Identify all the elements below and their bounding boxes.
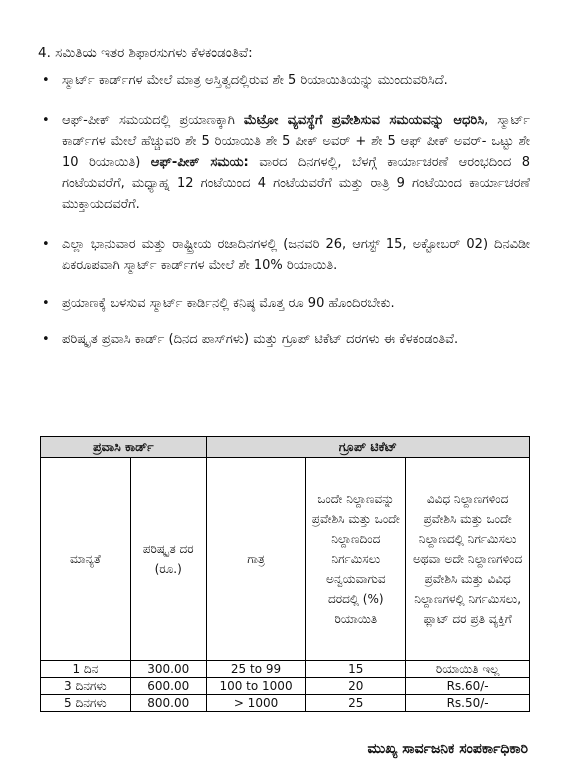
list-item: [40, 70, 530, 91]
cell-validity: 5 ದಿನಗಳು: [41, 695, 131, 712]
table-row: [41, 678, 530, 695]
table-group-header-row: [41, 437, 530, 458]
cell-same-station: 20: [306, 678, 406, 695]
list-item-text: ಪರಿಷ್ಕೃತ ಪ್ರವಾಸಿ ಕಾರ್ಡ್ (ದಿನದ ಪಾಸ್‌ಗಳು) ಮತ್ತು ಗ್ರೂಪ್ ಟಿಕೆಟ್ ದರಗಳು ಈ ಕೆಳಕಂಡಂತಿವೆ.: [62, 332, 459, 347]
bullet-icon: •: [42, 73, 50, 88]
emphasis-text: ಆಫ್-ಪೀಕ್ ಸಮಯ:: [150, 155, 249, 170]
table-row: [41, 661, 530, 678]
bullet-icon: •: [42, 296, 50, 311]
emphasis-text: ಮೆಟ್ರೋ ವ್ಯವಸ್ಥೆಗೆ ಪ್ರವೇಶಿಸುವ ಸಮಯವನ್ನು ಆಧರಿಸಿ: [243, 113, 485, 128]
cell-validity: 1 ದಿನ: [41, 661, 131, 678]
column-header-rate: ಪರಿಷ್ಕೃತ ದರ (ರೂ.): [130, 458, 206, 661]
signatory-title: ಮುಖ್ಯ ಸಾರ್ವಜನಿಕ ಸಂಪರ್ಕಾಧಿಕಾರಿ: [367, 741, 528, 757]
cell-size: 25 to 99: [206, 661, 306, 678]
list-item: [40, 234, 530, 276]
bullet-icon: •: [42, 237, 50, 252]
cell-size: 100 to 1000: [206, 678, 306, 695]
cell-rate: 600.00: [130, 678, 206, 695]
list-item: [40, 110, 530, 215]
column-header-same-station: ಒಂದೇ ನಿಲ್ದಾಣವನ್ನು ಪ್ರವೇಶಿಸಿ ಮತ್ತು ಒಂದೇ ನಿಲ್ದಾಣದಿಂದ ನಿರ್ಗಮಿಸಲು ಅನ್ವಯವಾಗುವ ದರದಲ್ಲಿ (%) ರಿಯಾಯಿತಿ: [306, 458, 406, 661]
cell-rate: 300.00: [130, 661, 206, 678]
column-header-different-station: ವಿವಿಧ ನಿಲ್ದಾಣಗಳಿಂದ ಪ್ರವೇಶಿಸಿ ಮತ್ತು ಒಂದೇ ನಿಲ್ದಾಣದಲ್ಲಿ ನಿರ್ಗಮಿಸಲು ಅಥವಾ ಅದೇ ನಿಲ್ದಾಣಗಳಿಂದ ಪ್ರವೇಶಿಸಿ ಮತ್ತು ವಿವಿಧ ನಿಲ್ದಾಣಗಳಲ್ಲಿ ನಿರ್ಗಮಿಸಲು, ಫ್ಲಾಟ್ ದರ ಪ್ರತಿ ವ್ಯಕ್ತಿಗೆ: [406, 458, 530, 661]
cell-different-station: ರಿಯಾಯಿತಿ ಇಲ್ಲ: [406, 661, 530, 678]
list-item-text: ವಾರದ ದಿನಗಳಲ್ಲಿ, ಬೆಳಗ್ಗೆ ಕಾರ್ಯಾಚರಣೆ ಆರಂಭದಿಂದ 8 ಗಂಟೆಯವರೆಗೆ, ಮಧ್ಯಾಹ್ನ 12 ಗಂಟೆಯಿಂದ 4 ಗಂಟೆಯವರೆಗೆ ಮತ್ತು ರಾತ್ರಿ 9 ಗಂಟೆಯಿಂದ ಕಾರ್ಯಾಚರಣೆ ಮುಕ್ತಾಯದವರೆಗೆ.: [62, 155, 531, 212]
cell-same-station: 15: [306, 661, 406, 678]
list-item-text: ಎಲ್ಲಾ ಭಾನುವಾರ ಮತ್ತು ರಾಷ್ಟ್ರೀಯ ರಜಾದಿನಗಳಲ್ಲಿ (ಜನವರಿ 26, ಆಗಸ್ಟ್ 15, ಅಕ್ಟೋಬರ್ 02) ದಿನವಿಡೀ ಏಕರೂಪವಾಗಿ ಸ್ಮಾರ್ಟ್ ಕಾರ್ಡ್‌ಗಳ ಮೇಲೆ ಶೇ 10% ರಿಯಾಯಿತಿ.: [62, 237, 530, 273]
bullet-icon: •: [42, 113, 50, 128]
list-item-text: , ಸ್ಮಾರ್ಟ್ ಕಾರ್ಡ್‌ಗಳ ಮೇಲೆ ಹೆಚ್ಚುವರಿ ಶೇ 5 ರಿಯಾಯಿತಿ ಶೇ 5 ಪೀಕ್ ಅವರ್ + ಶೇ 5 ಆಫ್ ಪೀಕ್ ಅವರ್- ಒಟ್ಟು ಶೇ 10 ರಿಯಾಯಿತಿ): [62, 113, 530, 170]
section-heading: 4. ಸಮಿತಿಯ ಇತರ ಶಿಫಾರಸುಗಳು ಕೆಳಕಂಡಂತಿವೆ:: [38, 45, 253, 61]
cell-size: > 1000: [206, 695, 306, 712]
cell-different-station: Rs.60/-: [406, 678, 530, 695]
recommendation-list: [40, 70, 530, 350]
table-row: [41, 695, 530, 712]
column-header-size: ಗಾತ್ರ: [206, 458, 306, 661]
list-item: [40, 329, 530, 350]
cell-rate: 800.00: [130, 695, 206, 712]
table-column-header-row: [41, 458, 530, 661]
bullet-icon: •: [42, 332, 50, 347]
cell-different-station: Rs.50/-: [406, 695, 530, 712]
fare-table: [40, 436, 530, 712]
list-item-text: ಸ್ಮಾರ್ಟ್ ಕಾರ್ಡ್‌ಗಳ ಮೇಲೆ ಮಾತ್ರ ಅಸ್ತಿತ್ವದಲ್ಲಿರುವ ಶೇ 5 ರಿಯಾಯಿತಿಯನ್ನು ಮುಂದುವರಿಸಿದೆ.: [62, 73, 448, 88]
list-item: [40, 293, 530, 314]
column-header-validity: ಮಾನ್ಯತೆ: [41, 458, 131, 661]
cell-same-station: 25: [306, 695, 406, 712]
list-item-text: ಪ್ರಯಾಣಕ್ಕೆ ಬಳಸುವ ಸ್ಮಾರ್ಟ್ ಕಾರ್ಡಿನಲ್ಲಿ ಕನಿಷ್ಠ ಮೊತ್ತ ರೂ 90 ಹೊಂದಿರಬೇಕು.: [62, 296, 395, 311]
cell-validity: 3 ದಿನಗಳು: [41, 678, 131, 695]
tourist-card-header: ಪ್ರವಾಸಿ ಕಾರ್ಡ್: [41, 437, 207, 458]
group-ticket-header: ಗ್ರೂಪ್ ಟಿಕೆಟ್: [206, 437, 529, 458]
list-item-text: ಆಫ್-ಪೀಕ್ ಸಮಯದಲ್ಲಿ ಪ್ರಯಾಣಕ್ಕಾಗಿ: [62, 113, 244, 128]
